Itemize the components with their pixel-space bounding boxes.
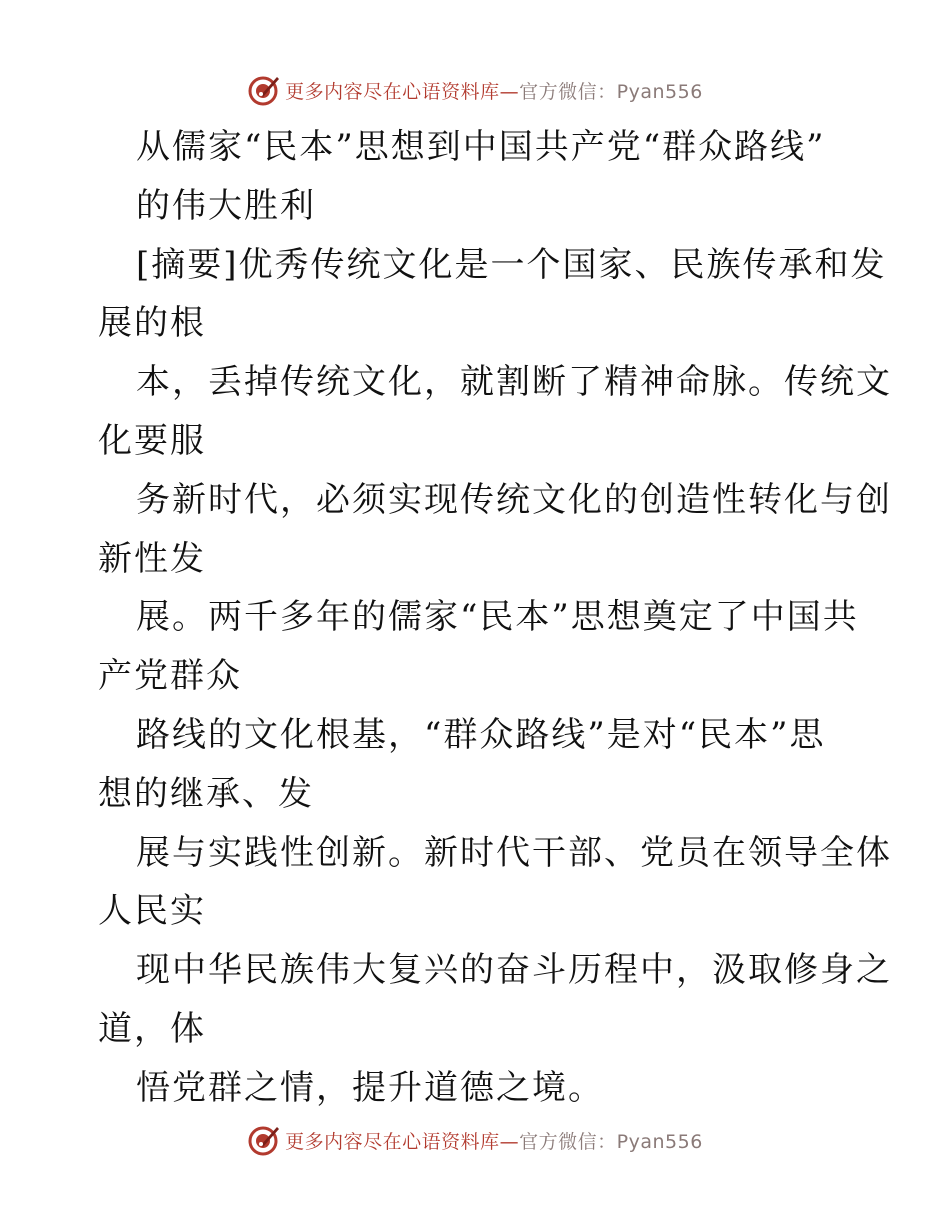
text-line: 路线的文化根基，“群众路线”是对“民本”思 [136,714,826,755]
text-line: 从儒家“民本”思想到中国共产党“群众路线” [136,127,826,167]
watermark-wechat-text: 官方微信：Pyan556 [519,1130,703,1153]
text-line: 展的根 [98,303,206,344]
watermark-site-text: 更多内容尽在心语资料库— [285,1130,520,1153]
text-line: [摘要]优秀传统文化是一个国家、民族传承和发 [136,244,887,285]
document-body [98,118,892,1118]
header-watermark [0,70,950,110]
text-line: 本，丢掉传统文化，就割断了精神命脉。传统文 [136,362,892,403]
footer-watermark [0,1120,950,1160]
text-line: 人民实 [98,891,206,932]
watermark-text [285,77,703,104]
text-line: 道，体 [98,1008,206,1049]
watermark-wechat-text: 官方微信：Pyan556 [519,80,703,103]
text-line: 的伟大胜利 [136,185,316,226]
text-line: 化要服 [98,420,206,461]
watermark-site-text: 更多内容尽在心语资料库— [285,80,520,103]
text-line: 新性发 [98,538,206,579]
text-line: 现中华民族伟大复兴的奋斗历程中，汲取修身之 [136,950,892,991]
text-line: 展。两千多年的儒家“民本”思想奠定了中国共 [136,597,859,638]
watermark-text [285,1127,703,1154]
pen-logo-icon [247,1123,281,1157]
text-line: 务新时代，必须实现传统文化的创造性转化与创 [136,479,892,520]
pen-logo-icon [247,73,281,107]
text-line: 想的继承、发 [98,773,314,814]
text-line: 悟党群之情，提升道德之境。 [136,1067,604,1108]
text-line: 展与实践性创新。新时代干部、党员在领导全体 [136,832,892,873]
text-line: 产党群众 [98,656,242,697]
